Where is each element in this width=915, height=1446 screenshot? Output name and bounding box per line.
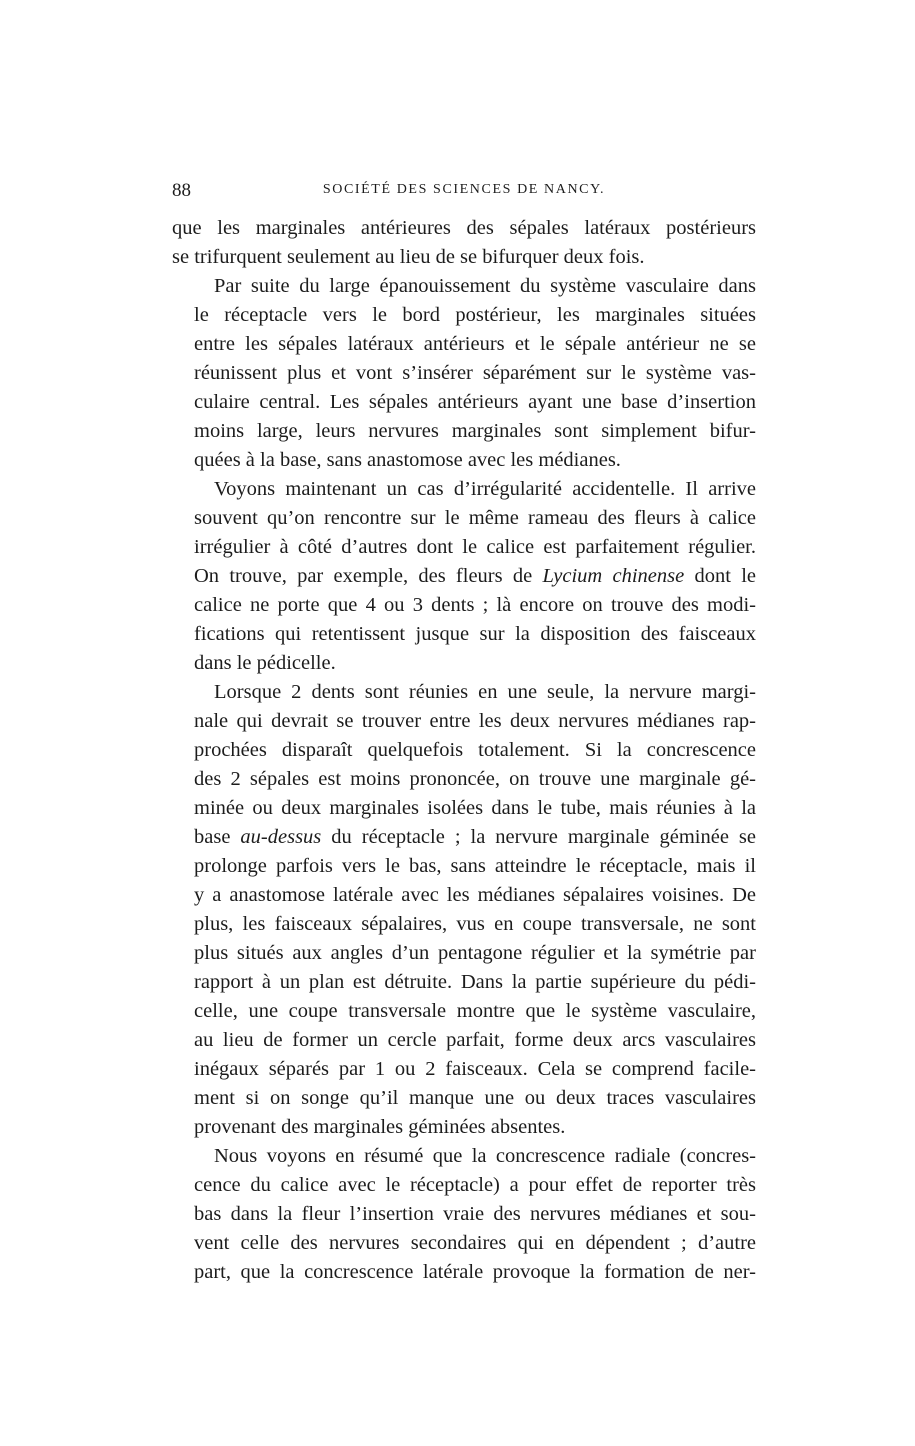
paragraph — [172, 272, 756, 475]
text-line: minée ou deux marginales isolées dans le tube, mais réunies à la — [194, 797, 756, 819]
text-segment: On trouve, par exemple, des fleurs de — [194, 565, 543, 587]
text-line: plus, les faisceaux sépalaires, vus en coupe transversale, ne sont — [194, 913, 756, 935]
body-text — [172, 214, 756, 1287]
text-line: se trifurquent seulement au lieu de se bifurquer deux fois. — [172, 246, 645, 268]
text-line: celle, une coupe transversale montre que le système vasculaire, — [194, 1000, 756, 1022]
text-line: moins large, leurs nervures marginales sont simplement bifur- — [194, 420, 756, 442]
text-line: souvent qu’on rencontre sur le même rameau des fleurs à calice — [194, 507, 756, 529]
text-line: Lorsque 2 dents sont réunies en une seule, la nervure margi- — [214, 681, 756, 703]
paragraph — [172, 678, 756, 1142]
text-line: le réceptacle vers le bord postérieur, les marginales situées — [194, 304, 756, 326]
text-line: Nous voyons en résumé que la concrescence radiale (concres- — [214, 1145, 756, 1167]
text-line: plus situés aux angles d’un pentagone régulier et la symétrie par — [194, 942, 756, 964]
text-line: calice ne porte que 4 ou 3 dents ; là encore on trouve des modi- — [194, 594, 756, 616]
text-line: Par suite du large épanouissement du système vasculaire dans — [214, 275, 756, 297]
text-line: au lieu de former un cercle parfait, forme deux arcs vasculaires — [194, 1029, 756, 1051]
text-line: inégaux séparés par 1 ou 2 faisceaux. Cela se comprend facile- — [194, 1058, 756, 1080]
text-line: que les marginales antérieures des sépales latéraux postérieurs — [172, 217, 756, 239]
text-line: nale qui devrait se trouver entre les deux nervures médianes rap- — [194, 710, 756, 732]
paragraph — [172, 475, 756, 678]
text-line-with-italic — [172, 823, 756, 852]
text-line: réunissent plus et vont s’insérer séparément sur le système vas- — [194, 362, 756, 384]
journal-title: SOCIÉTÉ DES SCIENCES DE NANCY. — [322, 182, 606, 197]
paragraph — [172, 214, 756, 272]
text-line-with-italic — [172, 562, 756, 591]
text-line: culaire central. Les sépales antérieurs ayant une base d’insertion — [194, 391, 756, 413]
text-line: rapport à un plan est détruite. Dans la partie supérieure du pédi- — [194, 971, 756, 993]
text-line: entre les sépales latéraux antérieurs et le sépale antérieur ne se — [194, 333, 756, 355]
text-line: cence du calice avec le réceptacle) a pour effet de reporter très — [194, 1174, 756, 1196]
text-segment: du réceptacle ; la nervure marginale géminée se — [321, 826, 756, 848]
text-segment: dont le — [684, 565, 756, 587]
text-line: y a anastomose latérale avec les médianes sépalaires voisines. De — [194, 884, 756, 906]
text-line: vent celle des nervures secondaires qui en dépendent ; d’autre — [194, 1232, 756, 1254]
running-head — [172, 180, 756, 206]
text-line: fications qui retentissent jusque sur la disposition des faisceaux — [194, 623, 756, 645]
text-segment: base — [194, 826, 241, 848]
species-name: Lycium chinense — [542, 565, 685, 587]
text-line: Voyons maintenant un cas d’irrégularité accidentelle. Il arrive — [214, 478, 756, 500]
text-line: prolonge parfois vers le bas, sans atteindre le réceptacle, mais il — [194, 855, 756, 877]
text-line: part, que la concrescence latérale provoque la formation de ner- — [194, 1261, 756, 1283]
text-line: des 2 sépales est moins prononcée, on trouve une marginale gé- — [194, 768, 756, 790]
italic-term: au-dessus — [240, 826, 322, 848]
text-line: ment si on songe qu’il manque une ou deux traces vasculaires — [194, 1087, 756, 1109]
text-line: provenant des marginales géminées absentes. — [194, 1116, 566, 1138]
page-number: 88 — [172, 180, 191, 201]
text-line: dans le pédicelle. — [194, 652, 336, 674]
text-line: bas dans la fleur l’insertion vraie des nervures médianes et sou- — [194, 1203, 756, 1225]
paragraph — [172, 1142, 756, 1287]
text-line: prochées disparaît quelquefois totalement. Si la concrescence — [194, 739, 756, 761]
text-line: quées à la base, sans anastomose avec les médianes. — [194, 449, 621, 471]
text-line: irrégulier à côté d’autres dont le calice est parfaitement régulier. — [194, 536, 756, 558]
